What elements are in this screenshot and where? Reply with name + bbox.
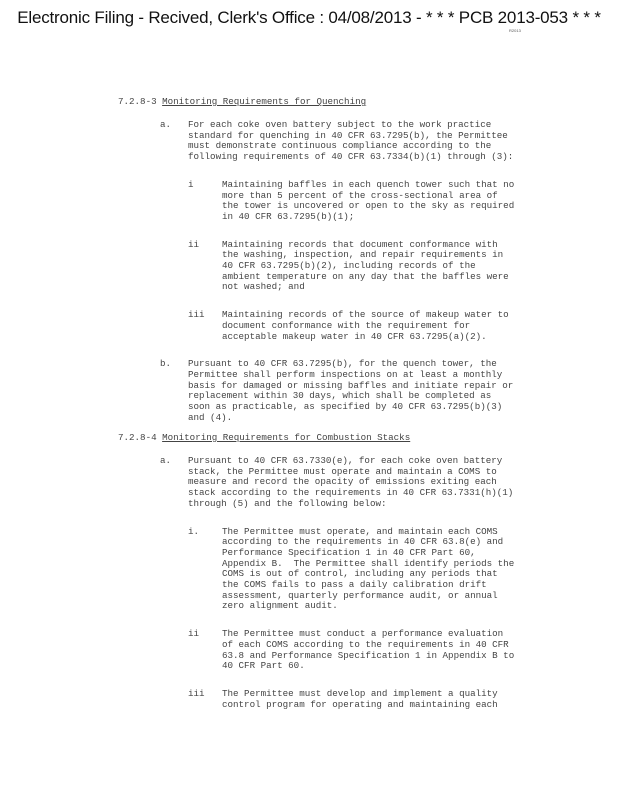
item-text-line: must demonstrate continuous compliance according to the [188, 140, 492, 152]
filing-stamp-code: R2013 [509, 28, 521, 33]
subitem-text-line: 40 CFR 63.7295(b)(2), including records of the [222, 260, 476, 271]
section-heading [118, 432, 410, 443]
subitem-marker: i. [188, 525, 200, 537]
subitem-text-line: the tower is uncovered or open to the sky as required [222, 200, 515, 212]
subitem-text-line: zero alignment audit. [222, 600, 338, 612]
item-text-line: stack according to the requirements in 40 CFR 63.7331(h)(1) [188, 487, 514, 499]
section-number: 7.2.8-3 [118, 96, 163, 107]
subitem-text-line: ambient temperature on any day that the baffles were [222, 270, 509, 282]
section-title: Monitoring Requirements for Combustion Stacks [162, 432, 411, 443]
section-title: Monitoring Requirements for Quenching [162, 96, 367, 107]
subitem-marker: iii [188, 309, 205, 321]
section-heading [118, 96, 366, 107]
subitem-text-line: document conformance with the requirement for [222, 319, 471, 331]
subitem-text-line: more than 5 percent of the cross-sectional area of [222, 189, 498, 201]
subitem-text-line: COMS is out of control, including any periods that [222, 568, 498, 580]
item-text-line: measure and record the opacity of emissions exiting each [188, 476, 497, 488]
subitem-text-line: The Permittee must operate, and maintain each COMS [222, 525, 498, 537]
item-text-line: Pursuant to 40 CFR 63.7330(e), for each coke oven battery [188, 455, 503, 466]
subitem-text-line: The Permittee must develop and implement a quality [222, 687, 498, 699]
subitem-text-line: 40 CFR Part 60. [222, 660, 305, 672]
subitem-text-line: 63.8 and Performance Specification 1 in Appendix B to [222, 649, 515, 661]
subitem-text-line: control program for operating and maintaining each [222, 698, 498, 710]
item-text-line: replacement within 30 days, which shall be completed as [188, 390, 492, 402]
item-text-line: stack, the Permittee must operate and maintain a COMS to [188, 465, 497, 477]
subitem-marker: ii [188, 238, 200, 250]
item-marker: a. [160, 119, 172, 130]
subitem-text-line: Maintaining baffles in each quench tower such that no [222, 178, 515, 190]
subitem-text-line: the COMS fails to pass a daily calibration drift [222, 579, 487, 590]
subitem-text-line: according to the requirements in 40 CFR 63.8(e) and [222, 536, 504, 548]
subitem-marker: iii [188, 687, 205, 699]
item-text-line: For each coke oven battery subject to the work practice [188, 119, 492, 130]
subitem-text-line: Performance Specification 1 in 40 CFR Part 60, [222, 546, 476, 558]
item-marker: b. [160, 358, 172, 370]
item-text-line: and (4). [188, 411, 233, 423]
subitem-marker: i [188, 178, 194, 190]
item-text-line: through (5) and the following below: [188, 497, 387, 509]
item-marker: a. [160, 455, 172, 466]
item-text-line: Permittee shall perform inspections on at least a monthly [188, 368, 503, 380]
item-text-line: basis for damaged or missing baffles and initiate repair or [188, 379, 514, 391]
item-text-line: Pursuant to 40 CFR 63.7295(b), for the quench tower, the [188, 358, 497, 370]
filing-stamp-header: Electronic Filing - Recived, Clerk's Office : 04/08/2013 - * * * PCB 2013-053 * * * [17, 8, 601, 27]
subitem-text-line: acceptable makeup water in 40 CFR 63.7295(a)(2). [222, 330, 487, 342]
subitem-text-line: of each COMS according to the requirements in 40 CFR [222, 638, 509, 650]
subitem-text-line: Appendix B. The Permittee shall identify periods the [222, 557, 515, 569]
subitem-text-line: Maintaining records of the source of makeup water to [222, 309, 509, 321]
section-number: 7.2.8-4 [118, 432, 163, 443]
item-text-line: soon as practicable, as specified by 40 CFR 63.7295(b)(3) [188, 401, 503, 412]
subitem-text-line: in 40 CFR 63.7295(b)(1); [222, 210, 355, 222]
subitem-text-line: not washed; and [222, 281, 305, 293]
item-text-line: following requirements of 40 CFR 63.7334(b)(1) through (3): [188, 151, 514, 163]
subitem-marker: ii [188, 628, 200, 640]
subitem-text-line: Maintaining records that document conformance with [222, 238, 498, 250]
subitem-text-line: The Permittee must conduct a performance evaluation [222, 628, 504, 640]
item-text-line: standard for quenching in 40 CFR 63.7295(b), the Permittee [188, 129, 508, 141]
subitem-text-line: the washing, inspection, and repair requirements in [222, 249, 504, 261]
subitem-text-line: assessment, quarterly performance audit, or annual [222, 589, 498, 601]
